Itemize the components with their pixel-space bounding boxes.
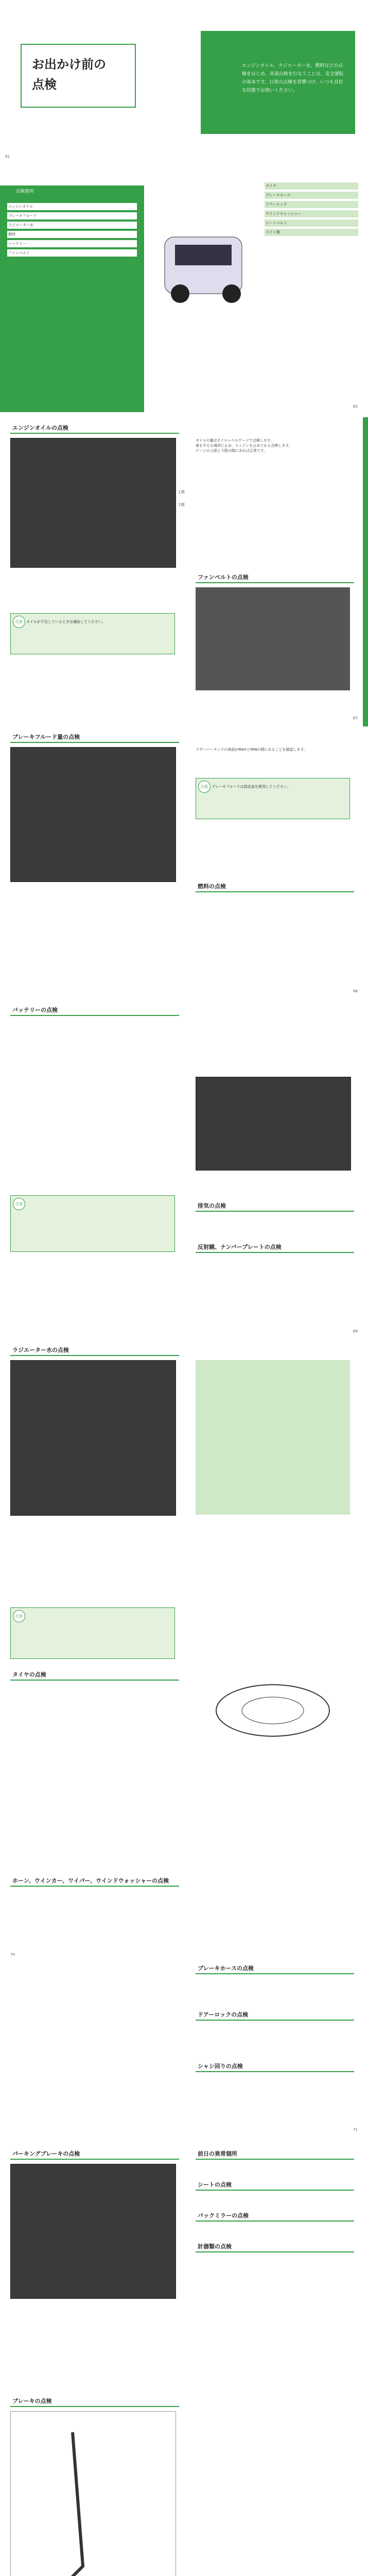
section3-title: 反射鏡、ナンバープレートの点検 (196, 1242, 354, 1253)
section2-title: ブレーキの点検 (10, 2396, 179, 2407)
bullet: オイルの量はオイルレベルゲージで点検します。 (196, 438, 274, 443)
check-item: ファンベルト (7, 249, 137, 257)
section-title: バッテリーの点検 (10, 1005, 179, 1016)
battery-photo (196, 1077, 351, 1171)
page-number: 67 (353, 716, 358, 720)
section2-title: ドアーロックの点検 (196, 2009, 354, 2021)
check-item: 燃料 (7, 231, 137, 238)
caution-text: オイルが不足しているときは補給してください。 (26, 620, 106, 624)
check-item: ウインドウォッシャー (265, 210, 358, 217)
brake-reservoir-photo (10, 747, 176, 882)
brake-text: リザーバータンクの液面がMAXとMINの間にあることを確認します。 (196, 748, 307, 752)
section-title: ブレーキフルード量の点検 (10, 732, 179, 743)
section2-title: 排気の点検 (196, 1200, 354, 1212)
gauge-label-upper: 上限 (178, 490, 185, 494)
intro-text: エンジンオイル、ラジエーター水、燃料などの点検をはじめ、各部点検を行なうことは、安全運転の基本です。日常の点検を習慣づけ、いつも良好な状態でお使いください。 (242, 63, 344, 93)
section-title: パーキングブレーキの点検 (10, 2148, 179, 2160)
p9-section-title: 前日の異常個所 (196, 2148, 354, 2160)
page-8 (0, 2138, 368, 2576)
page-number: 68 (353, 989, 358, 993)
check-item: タイヤ (265, 182, 358, 190)
caution-box (196, 778, 350, 819)
caution-icon: 注意 (13, 1610, 25, 1622)
page-number: 69 (353, 1329, 358, 1333)
section2-title: ファンベルトの点検 (196, 572, 354, 583)
title-line-2: 点検 (32, 77, 57, 92)
check-item: ライト類 (265, 229, 358, 236)
checklist-header: 点検箇所 (15, 189, 34, 194)
page-number: 70 (10, 1953, 15, 1957)
section2-title: タイヤの点検 (10, 1669, 179, 1681)
caution-box (10, 613, 175, 654)
check-item: バッテリー (7, 240, 137, 247)
section-title: ブレーキホースの点検 (196, 1963, 354, 1974)
caution-icon: 注意 (198, 781, 211, 793)
section2-title: 燃料の点検 (196, 881, 354, 892)
gauge-label-lower: 下限 (178, 503, 185, 507)
section-title: ラジエーター水の点検 (10, 1345, 179, 1356)
section3-title: シャシ回りの点検 (196, 2061, 354, 2072)
page-1 (0, 0, 368, 170)
engine-photo (10, 438, 176, 568)
p9-section2-title: シートの点検 (196, 2179, 354, 2191)
checklist-items-right (262, 180, 360, 238)
caution-text: ブレーキフルードは指定品を使用してください。 (212, 785, 291, 789)
page-2 (0, 170, 368, 417)
check-item: ドアーロック (265, 201, 358, 208)
bullet: 車を平らな場所に止め、エンジンを止めてから点検します。 (196, 444, 292, 448)
intro-panel (201, 31, 355, 134)
caution-box (10, 1607, 175, 1659)
page-3 (0, 417, 368, 726)
car-icon (154, 216, 257, 309)
caution-icon: 注意 (13, 1198, 25, 1210)
page-number: 71 (353, 2128, 358, 2132)
radiator-photo (10, 1360, 176, 1516)
page-4 (0, 726, 368, 999)
fanbelt-photo (196, 587, 350, 690)
caution-icon: 注意 (13, 616, 25, 628)
radiator-steps (196, 1360, 350, 1515)
pedal-icon (11, 2412, 176, 2576)
parking-brake-photo (10, 2164, 176, 2299)
page-number: 62 (353, 404, 358, 409)
bullet-list (196, 438, 350, 453)
page-6 (0, 1340, 368, 1963)
car-illustration (154, 216, 257, 309)
bullet: ゲージの上限と下限の間にあれば正常です。 (196, 449, 268, 453)
check-item: シートベルト (265, 219, 358, 227)
brake-pedal-diagram (10, 2411, 176, 2576)
section-title: エンジンオイルの点検 (10, 422, 179, 434)
edge-strip (363, 417, 368, 726)
tire-icon (206, 1669, 340, 1752)
check-item: ブレーキホース (265, 192, 358, 199)
page-number: 61 (5, 155, 10, 159)
check-item: ラジエーター水 (7, 222, 137, 229)
caution-box (10, 1195, 175, 1252)
tire-illustration (206, 1669, 340, 1752)
title-line-1: お出かけ前の (32, 57, 106, 72)
page-5 (0, 999, 368, 1340)
p9-section4-title: 計器類の点検 (196, 2241, 354, 2252)
checklist-items (5, 201, 139, 259)
check-item: エンジンオイル (7, 203, 137, 210)
p9-section3-title: バックミラーの点検 (196, 2210, 354, 2222)
section3-title: ホーン、ウインカー、ワイパー、ウインドウォッシャーの点検 (10, 1875, 179, 1887)
title-panel (21, 44, 136, 108)
check-item: ブレーキフルード (7, 212, 137, 219)
page-7 (0, 1963, 368, 2138)
